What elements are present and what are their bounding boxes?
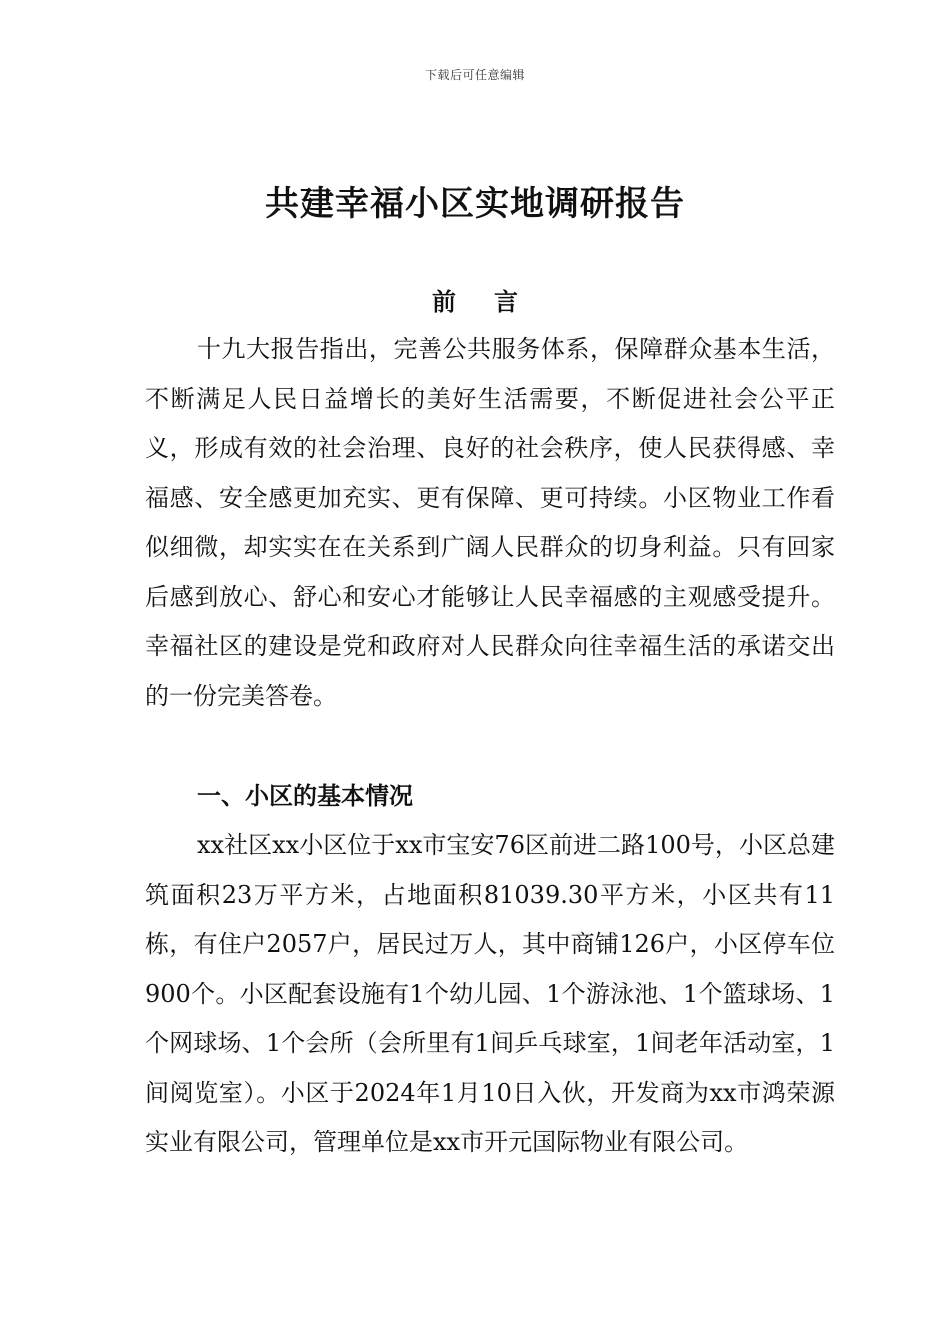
document-title: 共建幸福小区实地调研报告 [265,184,685,224]
header-note: 下载后可任意编辑 [424,68,525,82]
section-1-paragraph: xx社区xx小区位于xx市宝安76区前进二路100号，小区总建筑面积23万平方米，占地面积81039.30平方米，小区共有11栋，有住户2057户，居民过万人，其中商铺126户，小区停车位900个。小区配套设施有1个幼儿园、1个游泳池、1个篮球场、1个网球场、1个会所（会所里有1间乒乓球室，1间老年活动室，1间阅览室）。小区于2024年1月10日入伙，开发商为xx市鸿荣源实业有限公司，管理单位是xx市开元国际物业有限公司。 [145,831,835,1156]
preface-heading: 前言 [432,287,556,316]
section-1-heading: 一、小区的基本情况 [197,781,413,810]
preface-paragraph: 十九大报告指出，完善公共服务体系，保障群众基本生活，不断满足人民日益增长的美好生活需要，不断促进社会公平正义，形成有效的社会治理、良好的社会秩序，使人民获得感、幸福感、安全感更加充实、更有保障、更可持续。小区物业工作看似细微，却实实在在关系到广阔人民群众的切身利益。只有回家后感到放心、舒心和安心才能够让人民幸福感的主观感受提升。幸福社区的建设是党和政府对人民群众向往幸福生活的承诺交出的一份完美答卷。 [145,335,835,710]
